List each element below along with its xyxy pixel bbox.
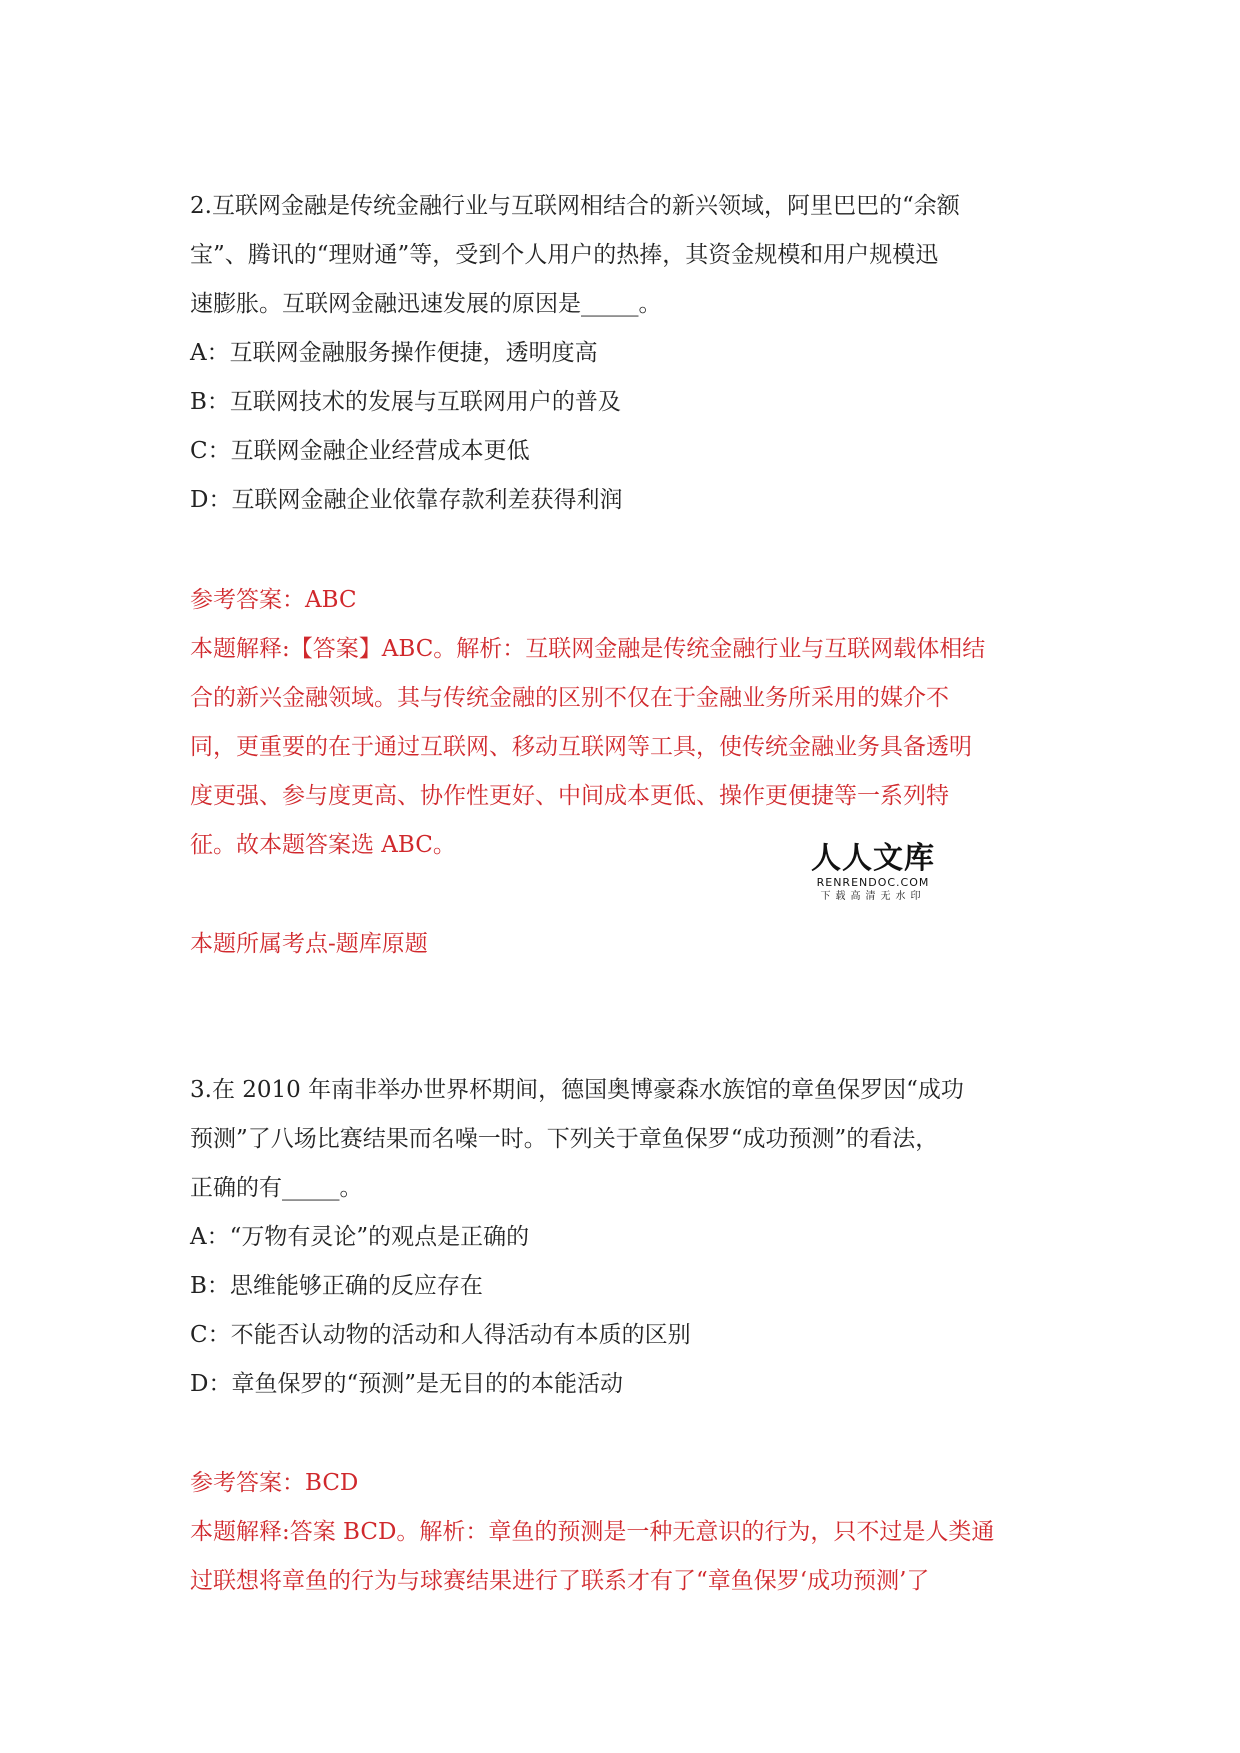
watermark-domain: RENRENDOC.COM	[816, 876, 930, 889]
option-d: D：章鱼保罗的“预测”是无目的的本能活动	[190, 1371, 623, 1397]
explanation-line: 本题解释:【答案】ABC。解析：互联网金融是传统金融行业与互联网载体相结	[190, 636, 986, 662]
question-3-stem	[190, 1066, 1050, 1409]
option-d: D：互联网金融企业依靠存款利差获得利润	[190, 487, 623, 513]
stem-line: 宝”、腾讯的“理财通”等，受到个人用户的热捧，其资金规模和用户规模迅	[190, 242, 939, 268]
reference-answer: 参考答案：BCD	[190, 1470, 359, 1496]
question-2-answer-block	[190, 576, 1050, 870]
option-c: C：互联网金融企业经营成本更低	[190, 438, 530, 464]
explanation-line: 度更强、参与度更高、协作性更好、中间成本更低、操作更便捷等一系列特	[190, 783, 949, 809]
stem-line: 正确的有_____。	[190, 1175, 363, 1201]
reference-answer: 参考答案：ABC	[190, 587, 357, 613]
stem-line: 预测”了八场比赛结果而名噪一时。下列关于章鱼保罗“成功预测”的看法，	[190, 1126, 939, 1152]
watermark-title: 人人文库	[811, 841, 935, 876]
stem-line: 速膨胀。互联网金融迅速发展的原因是_____。	[190, 291, 662, 317]
stem-line: 3.在 2010 年南非举办世界杯期间，德国奥博豪森水族馆的章鱼保罗因“成功	[190, 1077, 964, 1103]
option-a: A：互联网金融服务操作便捷，透明度高	[190, 340, 598, 366]
explanation-line: 合的新兴金融领域。其与传统金融的区别不仅在于金融业务所采用的媒介不	[190, 685, 949, 711]
explanation-line: 本题解释:答案 BCD。解析：章鱼的预测是一种无意识的行为，只不过是人类通	[190, 1519, 995, 1545]
option-b: B：互联网技术的发展与互联网用户的普及	[190, 389, 621, 415]
question-3-answer-block	[190, 1459, 1050, 1606]
stem-line: 2.互联网金融是传统金融行业与互联网相结合的新兴领域，阿里巴巴的“余额	[190, 193, 960, 219]
source-note: 本题所属考点-题库原题	[190, 931, 428, 957]
option-b: B：思维能够正确的反应存在	[190, 1273, 483, 1299]
explanation-line: 同，更重要的在于通过互联网、移动互联网等工具，使传统金融业务具备透明	[190, 734, 972, 760]
watermark-tagline: 下载高清无水印	[820, 891, 926, 902]
watermark-logo	[808, 842, 938, 904]
question-2-source	[190, 920, 1050, 969]
option-a: A：“万物有灵论”的观点是正确的	[190, 1224, 530, 1250]
explanation-line: 过联想将章鱼的行为与球赛结果进行了联系才有了“章鱼保罗‘成功预测’了	[190, 1568, 930, 1594]
explanation-line: 征。故本题答案选 ABC。	[190, 832, 456, 858]
option-c: C：不能否认动物的活动和人得活动有本质的区别	[190, 1322, 691, 1348]
question-2-stem	[190, 182, 1050, 525]
